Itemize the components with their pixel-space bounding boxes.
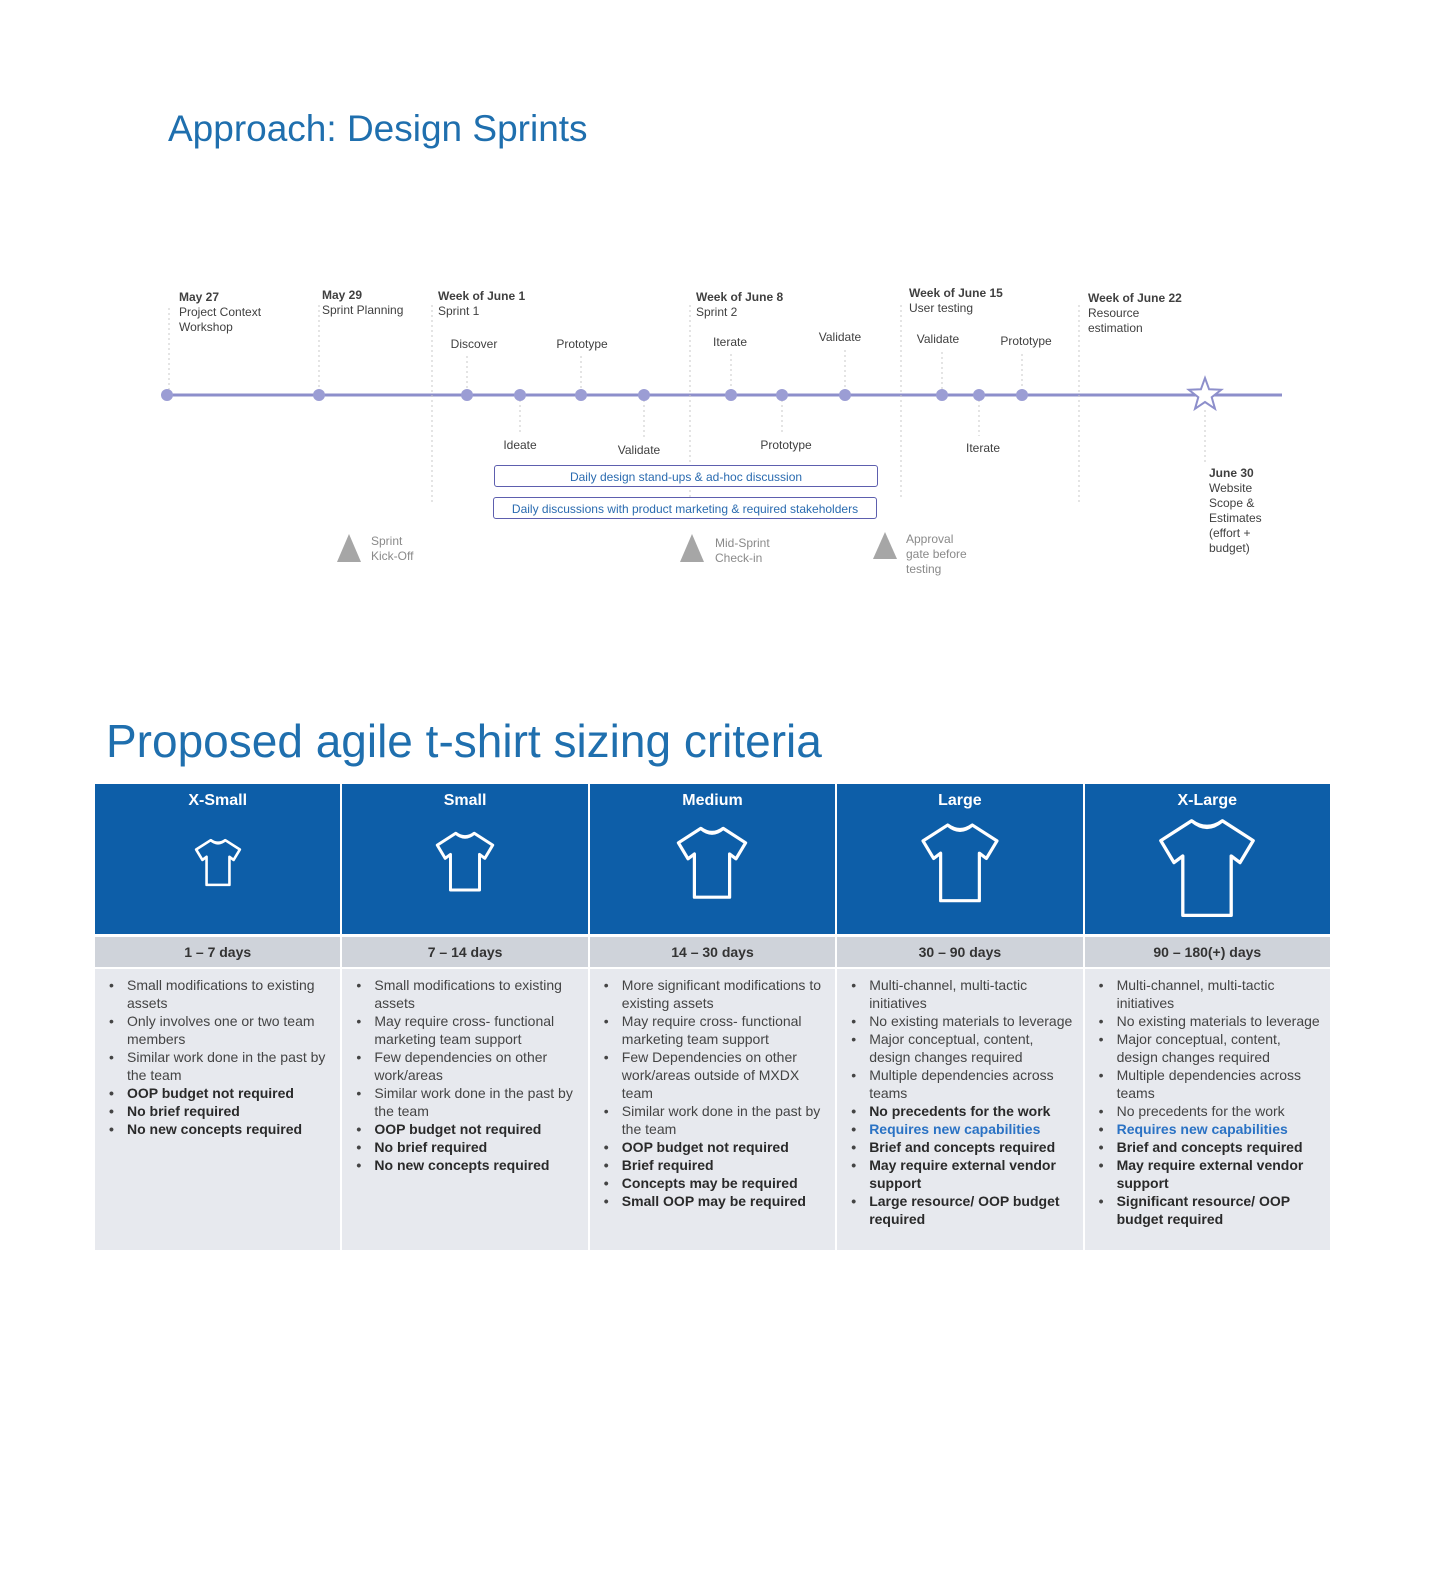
step-ideate: Ideate bbox=[503, 438, 537, 452]
milestone-desc: Website Scope & Estimates (effort + budget) bbox=[1209, 481, 1262, 555]
criteria-item: • No new concepts required bbox=[127, 1120, 334, 1138]
dot-prototype-2 bbox=[776, 389, 788, 401]
criteria-item: • Similar work done in the past by the team bbox=[127, 1048, 334, 1084]
size-days: 30 – 90 days bbox=[837, 937, 1082, 967]
criteria-item: • Requires new capabilities bbox=[1117, 1120, 1324, 1138]
criteria-item: • OOP budget not required bbox=[374, 1120, 581, 1138]
size-criteria bbox=[590, 969, 835, 1250]
step-prototype-1: Prototype bbox=[556, 337, 608, 351]
step-validate-2: Validate bbox=[818, 330, 862, 344]
criteria-item: • No existing materials to leverage bbox=[869, 1012, 1076, 1030]
column-header bbox=[590, 784, 835, 934]
step-iterate-1: Iterate bbox=[712, 335, 748, 349]
milestone-june15 bbox=[909, 286, 1003, 316]
criteria-item: • Few Dependencies on other work/areas outside of MXDX team bbox=[622, 1048, 829, 1102]
milestone-june8 bbox=[696, 290, 783, 320]
gate-mid-sprint: Mid-Sprint Check-in bbox=[715, 536, 770, 565]
criteria-item: • No brief required bbox=[127, 1102, 334, 1120]
criteria-item: • Brief and concepts required bbox=[869, 1138, 1076, 1156]
size-column-xlarge bbox=[1085, 784, 1330, 1250]
size-name: Medium bbox=[682, 792, 743, 809]
star-icon bbox=[1189, 378, 1221, 409]
criteria-item: • Major conceptual, content, design changes required bbox=[869, 1030, 1076, 1066]
column-header bbox=[837, 784, 1082, 934]
milestone-desc: Project Context Workshop bbox=[179, 305, 262, 334]
criteria-item: • Brief and concepts required bbox=[1117, 1138, 1324, 1156]
size-criteria bbox=[1085, 969, 1330, 1250]
size-criteria bbox=[95, 969, 340, 1250]
criteria-item: • Multiple dependencies across teams bbox=[1117, 1066, 1324, 1102]
criteria-item: • No precedents for the work bbox=[869, 1102, 1076, 1120]
dot-validate-2 bbox=[839, 389, 851, 401]
dot-iterate-2 bbox=[973, 389, 985, 401]
milestone-date: Week of June 15 bbox=[909, 286, 1003, 300]
criteria-item: • Significant resource/ OOP budget required bbox=[1117, 1192, 1324, 1228]
step-iterate-2: Iterate bbox=[965, 441, 1001, 455]
criteria-item: • Only involves one or two team members bbox=[127, 1012, 334, 1048]
pill-daily-standups: Daily design stand-ups & ad-hoc discussion bbox=[494, 465, 878, 487]
milestone-date: May 27 bbox=[179, 290, 220, 304]
size-days: 1 – 7 days bbox=[95, 937, 340, 967]
size-column-medium bbox=[590, 784, 835, 1250]
criteria-item: • Large resource/ OOP budget required bbox=[869, 1192, 1076, 1228]
criteria-item: • Requires new capabilities bbox=[869, 1120, 1076, 1138]
criteria-item: • Multi-channel, multi-tactic initiatives bbox=[869, 976, 1076, 1012]
milestone-date: Week of June 1 bbox=[438, 289, 526, 303]
criteria-item: • Small modifications to existing assets bbox=[374, 976, 581, 1012]
column-header bbox=[1085, 784, 1330, 934]
criteria-item: • Multi-channel, multi-tactic initiatives bbox=[1117, 976, 1324, 1012]
criteria-item: • May require cross- functional marketing team support bbox=[374, 1012, 581, 1048]
step-discover: Discover bbox=[450, 337, 498, 351]
dot-prototype-3 bbox=[1016, 389, 1028, 401]
tshirt-icon bbox=[913, 818, 1007, 906]
dot-validate-3 bbox=[936, 389, 948, 401]
milestone-june1 bbox=[438, 289, 525, 319]
milestone-date: June 30 bbox=[1209, 466, 1254, 480]
criteria-item: • Similar work done in the past by the team bbox=[374, 1084, 581, 1120]
pill-daily-discussions: Daily discussions with product marketing & required stakeholders bbox=[493, 497, 877, 519]
sprint-timeline bbox=[0, 0, 1450, 640]
dot-iterate-1 bbox=[725, 389, 737, 401]
step-prototype-3: Prototype bbox=[1000, 334, 1052, 348]
dot-prototype-1 bbox=[575, 389, 587, 401]
milestone-desc: Resource estimation bbox=[1088, 306, 1143, 335]
size-name: Small bbox=[443, 792, 487, 809]
column-header bbox=[95, 784, 340, 934]
approach-title: Approach: Design Sprints bbox=[168, 108, 588, 149]
step-validate-3: Validate bbox=[916, 332, 960, 346]
milestone-may27 bbox=[179, 290, 261, 335]
criteria-item: • More significant modifications to existing assets bbox=[622, 976, 829, 1012]
dot-may29 bbox=[313, 389, 325, 401]
tshirt-icon bbox=[190, 836, 246, 888]
sizing-title: Proposed agile t-shirt sizing criteria bbox=[106, 715, 822, 767]
dot-discover bbox=[461, 389, 473, 401]
milestone-date: May 29 bbox=[322, 288, 363, 302]
size-column-large bbox=[837, 784, 1082, 1250]
criteria-item: • No precedents for the work bbox=[1117, 1102, 1324, 1120]
size-column-small bbox=[342, 784, 587, 1250]
milestone-date: Week of June 22 bbox=[1088, 291, 1182, 305]
size-criteria bbox=[837, 969, 1082, 1250]
size-name: Large bbox=[938, 792, 982, 809]
milestone-desc: Sprint 2 bbox=[696, 305, 738, 319]
gate-markers bbox=[337, 532, 897, 562]
criteria-item: • No brief required bbox=[374, 1138, 581, 1156]
gate-sprint-kickoff: Sprint Kick-Off bbox=[371, 534, 414, 563]
size-name: X-Small bbox=[188, 792, 248, 809]
size-column-xsmall bbox=[95, 784, 340, 1250]
triangle-icon bbox=[337, 534, 361, 562]
milestone-desc: Sprint Planning bbox=[322, 303, 404, 317]
milestone-june22 bbox=[1088, 291, 1182, 336]
criteria-item: • May require external vendor support bbox=[869, 1156, 1076, 1192]
criteria-item: • Few dependencies on other work/areas bbox=[374, 1048, 581, 1084]
criteria-item: • Brief required bbox=[622, 1156, 829, 1174]
size-days: 7 – 14 days bbox=[342, 937, 587, 967]
milestone-may29 bbox=[322, 288, 403, 318]
criteria-item: • OOP budget not required bbox=[127, 1084, 334, 1102]
criteria-item: • Multiple dependencies across teams bbox=[869, 1066, 1076, 1102]
criteria-item: • Major conceptual, content, design changes required bbox=[1117, 1030, 1324, 1066]
milestone-date: Week of June 8 bbox=[696, 290, 784, 304]
criteria-item: • Small OOP may be required bbox=[622, 1192, 829, 1210]
tshirt-icon bbox=[669, 822, 755, 902]
step-validate-1: Validate bbox=[617, 443, 661, 457]
gate-approval: Approval gate before testing bbox=[906, 532, 967, 576]
criteria-item: • Similar work done in the past by the team bbox=[622, 1102, 829, 1138]
dot-validate-1 bbox=[638, 389, 650, 401]
tshirt-icon bbox=[1149, 812, 1265, 922]
criteria-item: • Concepts may be required bbox=[622, 1174, 829, 1192]
milestone-june30 bbox=[1209, 466, 1262, 556]
sizing-table bbox=[95, 784, 1330, 1250]
step-prototype-2: Prototype bbox=[760, 438, 812, 452]
triangle-icon bbox=[680, 534, 704, 562]
dot-ideate bbox=[514, 389, 526, 401]
size-name: X-Large bbox=[1177, 792, 1238, 809]
milestone-desc: Sprint 1 bbox=[438, 304, 480, 318]
tshirt-icon bbox=[429, 828, 501, 894]
criteria-item: • No new concepts required bbox=[374, 1156, 581, 1174]
size-days: 90 – 180(+) days bbox=[1085, 937, 1330, 967]
size-criteria bbox=[342, 969, 587, 1250]
criteria-item: • May require external vendor support bbox=[1117, 1156, 1324, 1192]
triangle-icon bbox=[873, 532, 897, 559]
column-header bbox=[342, 784, 587, 934]
criteria-item: • May require cross- functional marketing team support bbox=[622, 1012, 829, 1048]
size-days: 14 – 30 days bbox=[590, 937, 835, 967]
criteria-item: • No existing materials to leverage bbox=[1117, 1012, 1324, 1030]
milestone-desc: User testing bbox=[909, 301, 974, 315]
criteria-item: • Small modifications to existing assets bbox=[127, 976, 334, 1012]
dot-may27 bbox=[161, 389, 173, 401]
criteria-item: • OOP budget not required bbox=[622, 1138, 829, 1156]
